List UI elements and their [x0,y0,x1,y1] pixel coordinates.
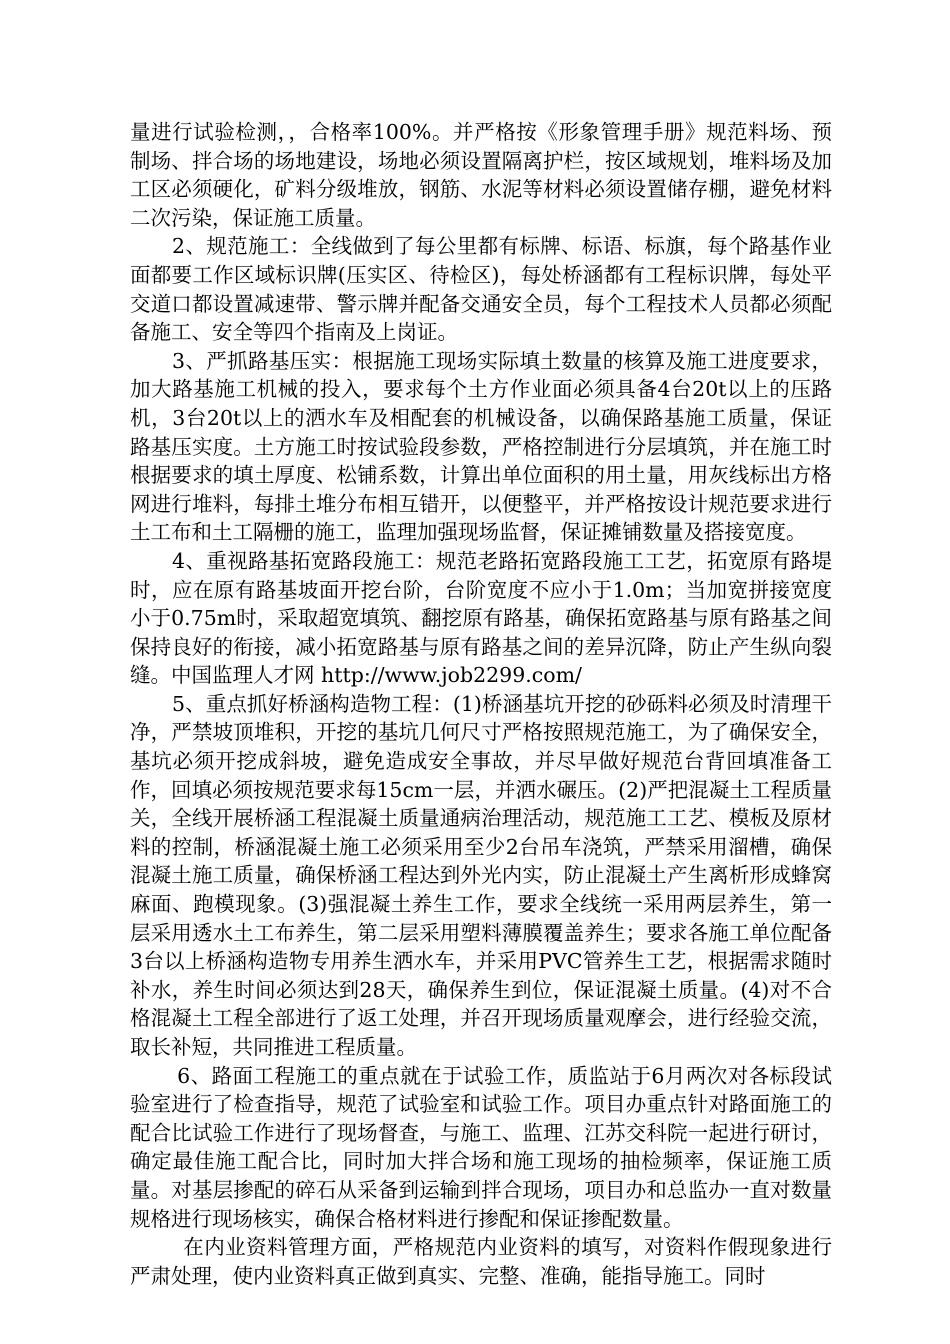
paragraph-standard-construction: 2、规范施工：全线做到了每公里都有标牌、标语、标旗，每个路基作业面都要工作区域标识牌(压实区、待检区)，每处桥涵都有工程标识牌，每处平交道口都设置减速带、警示牌并配备交通安全员，每个工程技术人员都必须配备施工、安全等四个指南及上岗证。 [130,234,832,345]
paragraph-pavement-testing: 6、路面工程施工的重点就在于试验工作，质监站于6月两次对各标段试验室进行了检查指导，规范了试验室和试验工作。项目办重点针对路面施工的配合比试验工作进行了现场督查，与施工、监理、江苏交科院一起进行研讨，确定最佳施工配合比，同时加大拌合场和施工现场的抽检频率，保证施工质量。对基层掺配的碎石从采备到运输到拌合现场，项目办和总监办一直对数量规格进行现场核实，确保合格材料进行掺配和保证掺配数量。 [130,1063,832,1231]
document-body [130,118,832,1290]
paragraph-subgrade-compaction: 3、严抓路基压实：根据施工现场实际填土数量的核算及施工进度要求，加大路基施工机械的投入，要求每个土方作业面必须具备4台20t以上的压路机，3台20t以上的洒水车及相配套的机械设备，以确保路基施工质量，保证路基压实度。土方施工时按试验段参数，严格控制进行分层填筑，并在施工时根据要求的填土厚度、松铺系数，计算出单位面积的用土量，用灰线标出方格网进行堆料，每排土堆分布相互错开，以便整平，并严格按设计规范要求进行土工布和土工隔栅的施工，监理加强现场监督，保证摊铺数量及搭接宽度。 [130,348,832,545]
paragraph-subgrade-widening: 4、重视路基拓宽路段施工：规范老路拓宽路段施工工艺，拓宽原有路堤时，应在原有路基坡面开挖台阶，台阶宽度不应小于1.0m；当加宽拼接宽度小于0.75m时，采取超宽填筑、翻挖原有路基，确保拓宽路基与原有路基之间保持良好的衔接，减小拓宽路基与原有路基之间的差异沉降，防止产生纵向裂缝。中国监理人才网 http://www.job2299.com/ [130,548,832,688]
paragraph-material-management: 量进行试验检测，，合格率100%。并严格按《形象管理手册》规范料场、预制场、拌合场的场地建设，场地必须设置隔离护栏，按区域规划，堆料场及加工区必须硬化，矿料分级堆放，钢筋、水泥等材料必须设置储存棚，避免材料二次污染，保证施工质量。 [130,120,832,230]
paragraph-bridge-culvert: 5、重点抓好桥涵构造物工程：(1)桥涵基坑开挖的砂砾料必须及时清理干净，严禁坡顶堆积，开挖的基坑几何尺寸严格按照规范施工，为了确保安全，基坑必须开挖成斜坡，避免造成安全事故，并尽早做好规范台背回填准备工作，回填必须按规范要求每15cm一层，并洒水碾压。(2)严把混凝土工程质量关，全线开展桥涵工程混凝土质量通病治理活动，规范施工工艺、模板及原材料的控制，桥涵混凝土施工必须采用至少2台吊车浇筑，严禁采用溜槽，确保混凝土施工质量，确保桥涵工程达到外光内实，防止混凝土产生离析形成蜂窝麻面、跑模现象。(3)强混凝土养生工作，要求全线统一采用两层养生，第一层采用透水土工布养生，第二层采用塑料薄膜覆盖养生；要求各施工单位配备3台以上桥涵构造物专用养生洒水车，并采用PVC管养生工艺，根据需求随时补水，养生时间必须达到28天，确保养生到位，保证混凝土质量。(4)对不合格混凝土工程全部进行了返工处理，并召开现场质量观摩会，进行经验交流，取长补短，共同推进工程质量。 [130,691,832,1059]
paragraph-internal-records: 在内业资料管理方面，严格规范内业资料的填写，对资料作假现象进行严肃处理，使内业资料真正做到真实、完整、准确，能指导施工。同时 [130,1235,832,1288]
